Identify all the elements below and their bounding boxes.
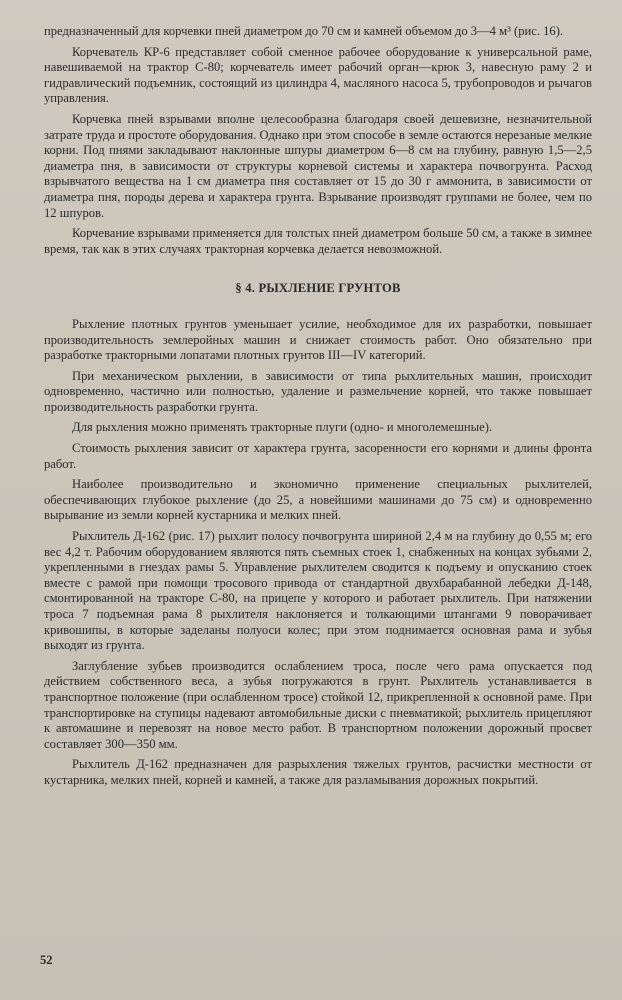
paragraph-explosive-usage: Корчевание взрывами применяется для толстых пней диаметром больше 50 см, а также в зимнее время, так как в этих случаях тракторная корчевка делается невозможной.: [44, 226, 592, 256]
paragraph-d162-description: Рыхлитель Д-162 (рис. 17) рыхлит полосу почвогрунта шириной 2,4 м на глубину до 0,55 м; его вес 4,2 т. Рабочим оборудованием являются пять съемных стоек 1, снабженных на концах зубьями 2, укрепленными в гнездах рамы 5. Управление рыхлителем сводится к подъему и опусканию стоек вместе с рамой при помощи тросового привода от стандартной двухбарабанной лебедки Д-148, смонтированной на тракторе С-80, на прицепе у которого и работает рыхлитель. При натяжении троса 7 подъемная рама 8 рыхлителя наклоняется и толкающими штангами 9 поворачивает кривошипы, в которые заделаны полуоси колес; при этом поднимается основная рама и зубья выходят из грунта.: [44, 529, 592, 653]
paragraph-kr6: Корчеватель КР-6 представляет собой сменное рабочее оборудование к универсальной раме, навешиваемой на трактор С-80; корчеватель имеет рабочий орган—крюк 3, навесную раму 2 и гидравлический подъемник, состоящий из цилиндра 4, масляного насоса 5, трубопроводов и рычагов управления.: [44, 44, 592, 106]
page-number: 52: [40, 953, 53, 967]
paragraph-d162-operation: Заглубление зубьев производится ослаблением троса, после чего рама опускается под действием собственного веса, а зубья погружаются в грунт. Рыхлитель устанавливается в транспортное положение (при ослабленном тросе) стойкой 12, прикрепленной к основной раме. При транспортировке на ступицы надевают автомобильные диски с пневматикой; рыхлитель прицепляют к автомашине и перевозят на новое место работ. В транспортном положении дорожный просвет составляет 300—350 мм.: [44, 658, 592, 751]
paragraph-loosening-intro: Рыхление плотных грунтов уменьшает усилие, необходимое для их разработки, повышает производительность землеройных машин и снижает стоимость работ. Оно обязательно при разработке тракторными лопатами плотных грунтов III—IV категорий.: [44, 316, 592, 363]
paragraph-d162-purpose: Рыхлитель Д-162 предназначен для разрыхления тяжелых грунтов, расчистки местности от кустарника, мелких пней, корней и камней, а также для разламывания дорожных покрытий.: [44, 757, 592, 787]
paragraph-mechanical-loosening: При механическом рыхлении, в зависимости от типа рыхлительных машин, происходит одновременно, частично или полностью, удаление и размельчение корней, что также повышает производительность разработки грунта.: [44, 368, 592, 414]
section-heading: § 4. РЫХЛЕНИЕ ГРУНТОВ: [235, 281, 401, 296]
paragraph-special-rippers: Наиболее производительно и экономично применение специальных рыхлителей, обеспечивающих глубокое рыхление (до 25, а новейшими машинами до 75 см) и одновременно вырывание из земли корней кустарника и мелких пней.: [44, 477, 592, 523]
paragraph-cost: Стоимость рыхления зависит от характера грунта, засоренности его корнями и длины фронта работ.: [44, 441, 592, 471]
paragraph-ploughs: Для рыхления можно применять тракторные плуги (одно- и многолемешные).: [72, 420, 493, 435]
paragraph-continued: предназначенный для корчевки пней диаметром до 70 см и камней объемом до 3—4 м³ (рис. 16).: [44, 24, 564, 38]
paragraph-explosive-uprooting: Корчевка пней взрывами вполне целесообразна благодаря своей дешевизне, незначительной затрате труда и простоте оборудования. Однако при этом способе в земле остаются нерезаные мелкие корни. Под пнями закладывают наклонные шпуры диаметром 6—8 см на глубину, равную 1,5—2,5 диаметра пня, в зависимости от структуры корневой системы и характера почвогрунта. Расход взрывчатого вещества на 1 см диаметра пня составляет от 15 до 30 г аммонита, в зависимости от диаметра пня, породы дерева и характера грунта. Взрывание производят группами не более, чем по 12 шпуров.: [44, 111, 592, 220]
